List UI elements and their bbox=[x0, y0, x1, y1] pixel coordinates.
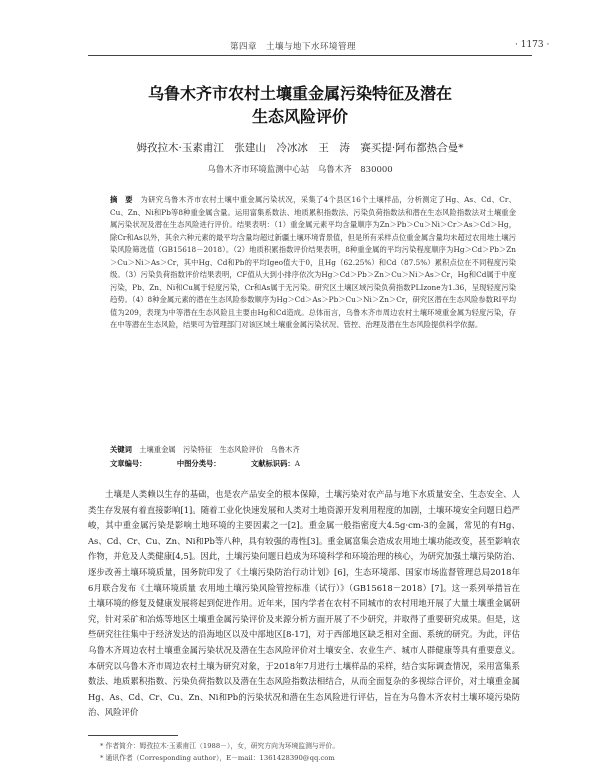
footnote-corresponding: * 通讯作者（Corresponding author），E－mail：1361428390@qq.com bbox=[100, 754, 335, 762]
body-text bbox=[88, 487, 520, 721]
header-rule bbox=[88, 55, 532, 56]
body-paragraph: 土壤是人类赖以生存的基础，也是农产品安全的根本保障，土壤污染对农产品与地下水质量安全、生态安全、人类生存发展有着直接影响[1]。随着工业化快速发展和人类对土地资源开发利用程度的加剧，土壤环境安全问题日趋严峻，其中重金属污染是影响土地环境的主要因素之一[2]。重金属一般指密度大4.5g·cm-3的金属，常见的有Hg、As、Cd、Cr、Cu、Zn、Ni和Pb等八种，具有较强的毒性[3]。重金属富集会造成农用地土壤功能改变，甚至影响农作物，并危及人类健康[4,5]。因此，土壤污染问题日趋成为环境科学和环境治理的核心，为研究加强土壤污染防治、逐步改善土壤环境质量，国务院印发了《土壤污染防治行动计划》[6]，生态环境部、国家市场监督管理总局2018年6月联合发布《土壤环境质量 农用地土壤污染风险管控标准（试行）》（GB15618－2018）[7]。这一系列举措旨在土壤环境的修复及健康发展将起到促进作用。近年来，国内学者在农村不同城市的农村用地开展了大量土壤重金属研究，针对采矿和冶炼等地区土壤重金属污染评价及来源分析方面开展了不少研究，并取得了重要研究成果。但是，这些研究往往集中于经济发达的沿海地区以及中部地区[8-17]，对于西部地区缺乏相对全面、系统的研究。为此，评估乌鲁木齐周边农村土壤重金属污染状况及潜在生态风险评价对土壤安全、农业生产、城市人群健康等具有重要意义。本研究以乌鲁木齐市周边农村土壤为研究对象，于2018年7月进行土壤样品的采样，结合实际调查情况，采用富集系数法、地质累积指数、污染负荷指数以及潜在生态风险指数法相结合，从而全面复杂的多视综合评价，对土壤重金属Hg、As、Cd、Cr、Cu、Zn、Ni和Pb的污染状况和潜在生态风险进行评估，旨在为乌鲁木齐农村土壤环境污染防治、风险评价 bbox=[88, 489, 521, 718]
title-line-2: 生态风险评价 bbox=[251, 107, 348, 126]
affiliation: 乌鲁木齐市环境监测中心站 乌鲁木齐 830000 bbox=[207, 165, 393, 175]
keywords-label: 关键词 bbox=[110, 445, 132, 454]
author-list: 姆孜拉木·玉素甫江 张建山 冷冰冰 王 涛 赛买提·阿布都热合曼* bbox=[136, 142, 464, 154]
keywords bbox=[110, 444, 516, 456]
clc-label: 中图分类号： bbox=[176, 459, 221, 468]
abstract bbox=[110, 194, 516, 332]
doc-code-label: 文献标识码： bbox=[250, 459, 295, 468]
paper-title bbox=[0, 82, 600, 128]
page-number: · 1173 · bbox=[515, 40, 550, 50]
keywords-text: 土壤重金属 污染特征 生态风险评价 乌鲁木齐 bbox=[139, 445, 300, 454]
article-no-label: 文章编号： bbox=[110, 459, 147, 468]
chapter-heading: 第四章 土壤与地下水环境管理 bbox=[230, 42, 357, 52]
abstract-text: 为研究乌鲁木齐市农村土壤中重金属污染状况，采集了4个县区16个土壤样品，分析测定了Hg、As、Cd、Cr、Cu、Zn、Ni和Pb等8种重金属含量。运用富集系数法、地质累积指数法、污染负荷指数法和潜在生态风险指数法对土壤重金属污染状况及潜在生态风险进行评价。结果表明：（1）重金属元素平均含量顺序为Zn＞Pb＞Cu＞Ni＞Cr＞As＞Cd＞Hg，除Cr和As以外，其余六种元素的最平均含量均超过新疆土壤环境背景值，但是所有采样点位重金属含量均未超过农用地土壤污染风险筛选值（GB15618－2018）。（2）地质积累指数评价结果表明，8种重金属的平均污染程度顺序为Hg＞Cd＞Pb＞Zn＞Cu＞Ni＞As＞Cr，其中Hg、Cd和Pb的平均Igeo值大于0，且Hg（62.25%）和Cd（87.5%）累积点位在不同程度污染级。（3）污染负荷指数评价结果表明，CF值从大到小排序依次为Hg＞Cd＞Pb＞Zn＞Cu＞Ni＞As＞Cr，Hg和Cd属于中度污染，Pb、Zn、Ni和Cu属于轻度污染，Cr和As属于无污染。研究区土壤区域污染负荷指数PLIzone为1.36，呈现轻度污染趋势。（4）8种金属元素的潜在生态风险参数顺序为Hg＞Cd＞As＞Pb＞Cu＞Ni＞Zn＞Cr，研究区潜在生态风险参数RI平均值为209，表现为中等潜在生态风险且主要由Hg和Cd造成。总体而言，乌鲁木齐市周边农村土壤环境重金属为轻度污染，存在中等潜在生态风险，结果可为管理部门对该区域土壤重金属污染状况、管控、治理及潜在生态风险提供科学依据。 bbox=[110, 195, 517, 329]
footnote-rule bbox=[88, 735, 178, 736]
running-header bbox=[0, 0, 600, 52]
doc-code: A bbox=[294, 459, 300, 468]
title-line-1: 乌鲁木齐市农村土壤重金属污染特征及潜在 bbox=[147, 84, 452, 103]
footnote-author-bio: * 作者简介：姆孜拉木·玉素甫江（1988－），女，研究方向为环境监测与评价。 bbox=[100, 742, 340, 750]
abstract-label: 摘 要 bbox=[110, 195, 133, 204]
article-metadata bbox=[110, 458, 516, 470]
